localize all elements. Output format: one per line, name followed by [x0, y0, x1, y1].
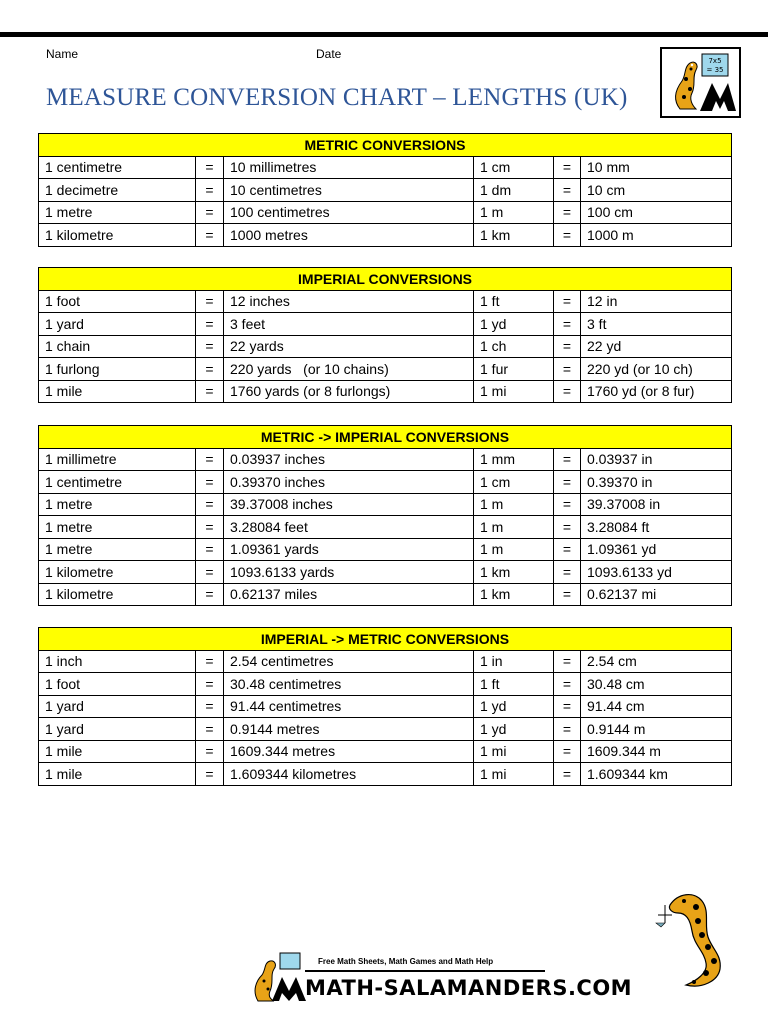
math-salamanders-logo-icon [250, 951, 308, 1003]
unit-cell: 1 metre [39, 538, 196, 561]
abbr-unit-cell: 1 mi [474, 380, 554, 403]
equals-cell: = [196, 358, 224, 381]
footer-tagline: Free Math Sheets, Math Games and Math Help [318, 957, 494, 966]
abbr-unit-cell: 1 mi [474, 740, 554, 763]
value-cell: 100 centimetres [224, 201, 474, 224]
value-cell: 39.37008 inches [224, 493, 474, 516]
page-title: MEASURE CONVERSION CHART – LENGTHS (UK) [46, 84, 628, 111]
abbr-unit-cell: 1 m [474, 493, 554, 516]
equals-cell: = [196, 380, 224, 403]
table-row [39, 179, 732, 202]
equals-cell: = [196, 448, 224, 471]
abbr-unit-cell: 1 m [474, 516, 554, 539]
table-row [39, 516, 732, 539]
table-row [39, 718, 732, 741]
imperial-conversions-table [38, 267, 732, 403]
equals-cell: = [196, 335, 224, 358]
equals-cell: = [554, 583, 581, 606]
equals-cell: = [554, 224, 581, 247]
abbr-unit-cell: 1 yd [474, 718, 554, 741]
unit-cell: 1 chain [39, 335, 196, 358]
table-row [39, 313, 732, 336]
unit-cell: 1 metre [39, 516, 196, 539]
table-row [39, 358, 732, 381]
unit-cell: 1 kilometre [39, 561, 196, 584]
equals-cell: = [554, 313, 581, 336]
abbr-unit-cell: 1 m [474, 538, 554, 561]
metric-to-imperial-table [38, 425, 732, 606]
imperial-to-metric-table [38, 627, 732, 786]
table-row [39, 201, 732, 224]
equals-cell: = [554, 156, 581, 179]
equals-cell: = [554, 740, 581, 763]
value-cell: 3 feet [224, 313, 474, 336]
section-heading: IMPERIAL CONVERSIONS [39, 268, 732, 291]
unit-cell: 1 mile [39, 763, 196, 786]
abbr-value-cell: 1609.344 m [581, 740, 732, 763]
value-cell: 1.09361 yards [224, 538, 474, 561]
abbr-value-cell: 0.9144 m [581, 718, 732, 741]
value-cell: 22 yards [224, 335, 474, 358]
equals-cell: = [554, 516, 581, 539]
equals-cell: = [554, 179, 581, 202]
equals-cell: = [554, 561, 581, 584]
table-row [39, 561, 732, 584]
name-label: Name [46, 47, 79, 61]
value-cell: 0.9144 metres [224, 718, 474, 741]
equals-cell: = [196, 718, 224, 741]
unit-cell: 1 centimetre [39, 471, 196, 494]
unit-cell: 1 metre [39, 201, 196, 224]
abbr-value-cell: 0.03937 in [581, 448, 732, 471]
abbr-value-cell: 12 in [581, 290, 732, 313]
equals-cell: = [554, 201, 581, 224]
abbr-value-cell: 10 mm [581, 156, 732, 179]
equals-cell: = [196, 516, 224, 539]
equals-cell: = [196, 224, 224, 247]
equals-cell: = [196, 313, 224, 336]
abbr-unit-cell: 1 ft [474, 673, 554, 696]
equals-cell: = [554, 650, 581, 673]
abbr-value-cell: 1000 m [581, 224, 732, 247]
abbr-value-cell: 22 yd [581, 335, 732, 358]
value-cell: 1.609344 kilometres [224, 763, 474, 786]
equals-cell: = [554, 695, 581, 718]
metric-conversions-table [38, 133, 732, 247]
abbr-unit-cell: 1 mi [474, 763, 554, 786]
equals-cell: = [196, 583, 224, 606]
abbr-unit-cell: 1 km [474, 583, 554, 606]
footer-rule [305, 970, 545, 972]
abbr-value-cell: 1760 yd (or 8 fur) [581, 380, 732, 403]
abbr-value-cell: 10 cm [581, 179, 732, 202]
table-row [39, 673, 732, 696]
equals-cell: = [554, 538, 581, 561]
equals-cell: = [196, 673, 224, 696]
abbr-value-cell: 220 yd (or 10 ch) [581, 358, 732, 381]
equals-cell: = [196, 156, 224, 179]
equals-cell: = [196, 290, 224, 313]
footer-site-link[interactable]: MATH-SALAMANDERS.COM [305, 976, 633, 1000]
value-cell: 220 yards (or 10 chains) [224, 358, 474, 381]
unit-cell: 1 metre [39, 493, 196, 516]
salamander-mascot-icon [662, 49, 739, 116]
unit-cell: 1 mile [39, 380, 196, 403]
board-text-1: 7x5 [708, 57, 722, 65]
equals-cell: = [554, 718, 581, 741]
unit-cell: 1 millimetre [39, 448, 196, 471]
abbr-unit-cell: 1 mm [474, 448, 554, 471]
section-heading: IMPERIAL -> METRIC CONVERSIONS [39, 628, 732, 651]
equals-cell: = [196, 561, 224, 584]
unit-cell: 1 kilometre [39, 583, 196, 606]
table-row [39, 538, 732, 561]
unit-cell: 1 foot [39, 290, 196, 313]
equals-cell: = [196, 695, 224, 718]
equals-cell: = [554, 380, 581, 403]
salamander-logo [660, 47, 741, 118]
equals-cell: = [554, 358, 581, 381]
abbr-value-cell: 39.37008 in [581, 493, 732, 516]
table-row [39, 156, 732, 179]
equals-cell: = [554, 493, 581, 516]
value-cell: 0.62137 miles [224, 583, 474, 606]
equals-cell: = [196, 650, 224, 673]
board-text-2: = 35 [706, 66, 724, 74]
equals-cell: = [196, 538, 224, 561]
abbr-unit-cell: 1 km [474, 561, 554, 584]
value-cell: 1609.344 metres [224, 740, 474, 763]
value-cell: 91.44 centimetres [224, 695, 474, 718]
equals-cell: = [554, 471, 581, 494]
table-row [39, 380, 732, 403]
value-cell: 1000 metres [224, 224, 474, 247]
abbr-unit-cell: 1 m [474, 201, 554, 224]
unit-cell: 1 yard [39, 718, 196, 741]
value-cell: 0.39370 inches [224, 471, 474, 494]
value-cell: 10 millimetres [224, 156, 474, 179]
abbr-value-cell: 3 ft [581, 313, 732, 336]
abbr-unit-cell: 1 yd [474, 313, 554, 336]
equals-cell: = [554, 673, 581, 696]
abbr-unit-cell: 1 cm [474, 156, 554, 179]
abbr-value-cell: 100 cm [581, 201, 732, 224]
section-heading: METRIC -> IMPERIAL CONVERSIONS [39, 426, 732, 449]
equals-cell: = [554, 290, 581, 313]
equals-cell: = [196, 179, 224, 202]
table-row [39, 224, 732, 247]
table-row [39, 493, 732, 516]
unit-cell: 1 foot [39, 673, 196, 696]
table-row [39, 448, 732, 471]
abbr-unit-cell: 1 in [474, 650, 554, 673]
abbr-value-cell: 0.39370 in [581, 471, 732, 494]
abbr-unit-cell: 1 fur [474, 358, 554, 381]
abbr-unit-cell: 1 km [474, 224, 554, 247]
value-cell: 2.54 centimetres [224, 650, 474, 673]
abbr-unit-cell: 1 yd [474, 695, 554, 718]
abbr-unit-cell: 1 ft [474, 290, 554, 313]
equals-cell: = [196, 763, 224, 786]
table-row [39, 740, 732, 763]
value-cell: 1093.6133 yards [224, 561, 474, 584]
abbr-value-cell: 2.54 cm [581, 650, 732, 673]
abbr-unit-cell: 1 cm [474, 471, 554, 494]
top-rule [0, 32, 768, 37]
unit-cell: 1 inch [39, 650, 196, 673]
equals-cell: = [554, 763, 581, 786]
salamander-with-scales-icon [650, 885, 734, 995]
table-row [39, 763, 732, 786]
abbr-value-cell: 30.48 cm [581, 673, 732, 696]
table-row [39, 335, 732, 358]
section-heading: METRIC CONVERSIONS [39, 134, 732, 157]
equals-cell: = [554, 448, 581, 471]
table-row [39, 290, 732, 313]
value-cell: 3.28084 feet [224, 516, 474, 539]
unit-cell: 1 decimetre [39, 179, 196, 202]
table-row [39, 650, 732, 673]
unit-cell: 1 furlong [39, 358, 196, 381]
unit-cell: 1 centimetre [39, 156, 196, 179]
value-cell: 12 inches [224, 290, 474, 313]
unit-cell: 1 yard [39, 313, 196, 336]
value-cell: 10 centimetres [224, 179, 474, 202]
abbr-unit-cell: 1 dm [474, 179, 554, 202]
abbr-value-cell: 91.44 cm [581, 695, 732, 718]
equals-cell: = [196, 201, 224, 224]
table-row [39, 471, 732, 494]
abbr-value-cell: 1.609344 km [581, 763, 732, 786]
value-cell: 30.48 centimetres [224, 673, 474, 696]
value-cell: 0.03937 inches [224, 448, 474, 471]
unit-cell: 1 mile [39, 740, 196, 763]
equals-cell: = [196, 740, 224, 763]
date-label: Date [316, 47, 342, 61]
abbr-value-cell: 1.09361 yd [581, 538, 732, 561]
abbr-unit-cell: 1 ch [474, 335, 554, 358]
abbr-value-cell: 3.28084 ft [581, 516, 732, 539]
equals-cell: = [554, 335, 581, 358]
unit-cell: 1 kilometre [39, 224, 196, 247]
table-row [39, 583, 732, 606]
unit-cell: 1 yard [39, 695, 196, 718]
equals-cell: = [196, 493, 224, 516]
abbr-value-cell: 0.62137 mi [581, 583, 732, 606]
value-cell: 1760 yards (or 8 furlongs) [224, 380, 474, 403]
abbr-value-cell: 1093.6133 yd [581, 561, 732, 584]
table-row [39, 695, 732, 718]
equals-cell: = [196, 471, 224, 494]
